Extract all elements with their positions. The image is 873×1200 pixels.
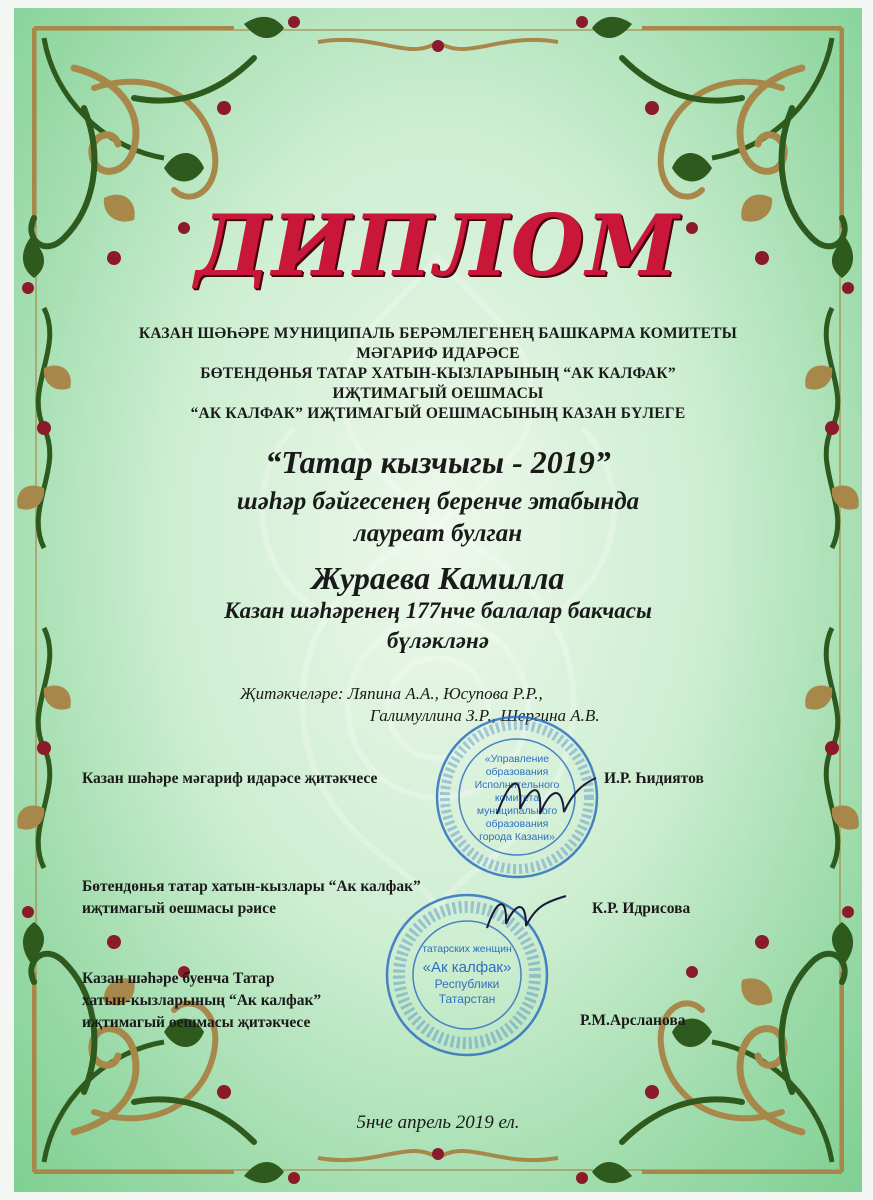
event-stage: шәһәр бәйгесенең беренче этабында — [236, 488, 640, 515]
signatory-3-line-1: Казан шәһәре буенча Татар — [82, 970, 275, 987]
organizations-block — [54, 324, 822, 424]
org-line-4: ИҖТИМАГЫЙ ОЕШМАСЫ — [332, 385, 544, 402]
signatory-2-title — [82, 876, 421, 920]
stamp1-line-5: муниципального — [476, 805, 558, 817]
leaders-line-2: Галимуллина З.Р., Шергина А.В. — [370, 706, 600, 725]
stamp2-line-4: Татарстан — [438, 992, 496, 1006]
signatory-1-line-1: Казан шәһәре мәгариф идарәсе җитәкчесе — [82, 770, 378, 787]
diploma-date: 5нче апрель 2019 ел. — [356, 1112, 520, 1133]
event-name: “Татар кызчыгы - 2019” — [265, 444, 611, 480]
award-text: лауреат булган — [353, 520, 523, 547]
org-line-3: БӨТЕНДӨНЬЯ ТАТАР ХАТЫН-КЫЗЛАРЫНЫҢ “АК КАЛФАК” — [200, 365, 676, 382]
signature-1 — [492, 764, 602, 834]
stamp1-line-1: «Управление — [484, 753, 550, 765]
stamp1-line-4: комитета — [494, 792, 540, 804]
stamp1-line-2: образования — [485, 766, 549, 778]
signatory-3-line-2: хатын-кызларының “Ак калфак” — [82, 992, 322, 1009]
signatory-2-line-1: Бөтендөнья татар хатын-кызлары “Ак калфак” — [82, 878, 421, 895]
signatory-2-line-2: иҗтимагый оешмасы рәисе — [82, 900, 277, 917]
stamp2-line-2: «Ак калфак» — [422, 959, 512, 976]
org-line-5: “АК КАЛФАК” ИҖТИМАГЫЙ ОЕШМАСЫНЫҢ КАЗАН БҮЛЕГЕ — [190, 405, 686, 422]
institution-line-2: бүләкләнә — [386, 628, 490, 653]
leaders-line-1: Җитәкчеләре: Ляпина А.А., Юсупова Р.Р., — [240, 684, 543, 703]
recipient-name: Жураева Камилла — [311, 560, 565, 596]
stamp2-line-1: татарских женщин — [422, 943, 512, 955]
signatory-1-name: И.Р. Һидиятов — [604, 770, 704, 787]
signature-2 — [482, 888, 572, 938]
stamp1-line-3: Исполнительного — [474, 779, 560, 791]
stamp2-line-3: Республики — [434, 977, 500, 991]
institution-line-1: Казан шәһәренең 177нче балалар бакчасы — [224, 598, 652, 623]
signatory-2-name: К.Р. Идрисова — [592, 900, 691, 917]
signatory-3-line-3: иҗтимагый оешмасы җитәкчесе — [82, 1014, 311, 1031]
stamp1-line-7: города Казани» — [479, 831, 555, 843]
org-line-2: МӘГАРИФ ИДАРӘСЕ — [356, 345, 520, 362]
diploma-sheet — [14, 8, 862, 1192]
signatory-3-title — [82, 968, 321, 1034]
diploma-title: ДИПЛОМ — [195, 196, 681, 295]
org-line-1: КАЗАН ШӘҺӘРЕ МУНИЦИПАЛЬ БЕРӘМЛЕГЕНЕҢ БАШКАРМА КОМИТЕТЫ — [138, 325, 738, 342]
signatory-3-name: Р.М.Арсланова — [580, 1012, 686, 1029]
stamp1-line-6: образования — [485, 818, 549, 830]
signatory-1-title — [82, 768, 377, 790]
